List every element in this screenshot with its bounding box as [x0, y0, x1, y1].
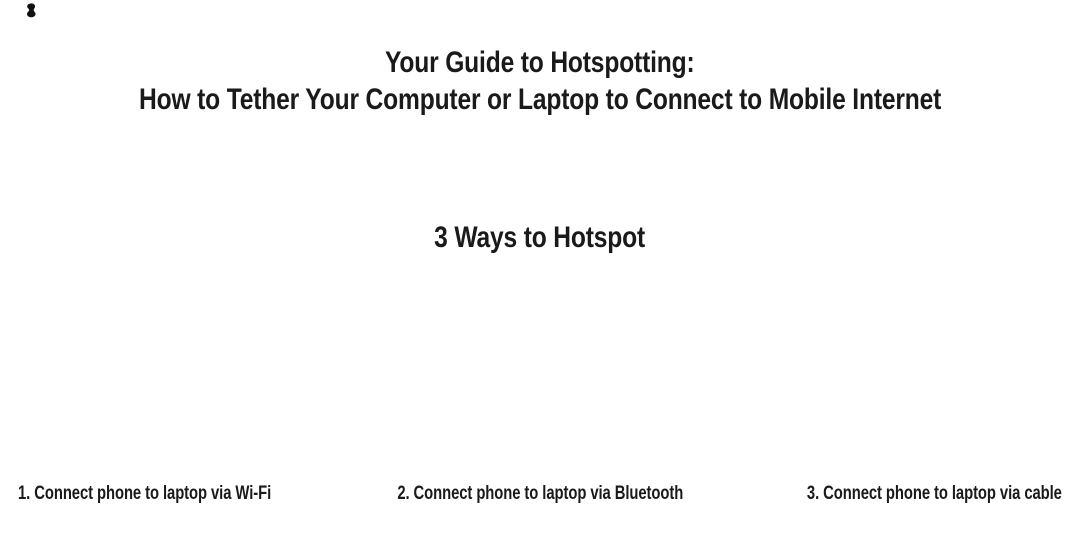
method-caption-bluetooth: 2. Connect phone to laptop via Bluetooth [397, 483, 683, 504]
method-caption-cable: 3. Connect phone to laptop via cable [807, 483, 1062, 504]
page-title-line1: Your Guide to Hotspotting: [385, 46, 695, 79]
section-heading: 3 Ways to Hotspot [434, 221, 646, 254]
methods-caption-row [0, 482, 1080, 506]
page-title-line2: How to Tether Your Computer or Laptop to Connect to Mobile Internet [138, 83, 942, 116]
page-title [0, 44, 1080, 118]
corner-ink-mark-icon [24, 3, 39, 18]
method-caption-wifi: 1. Connect phone to laptop via Wi-Fi [18, 483, 272, 504]
